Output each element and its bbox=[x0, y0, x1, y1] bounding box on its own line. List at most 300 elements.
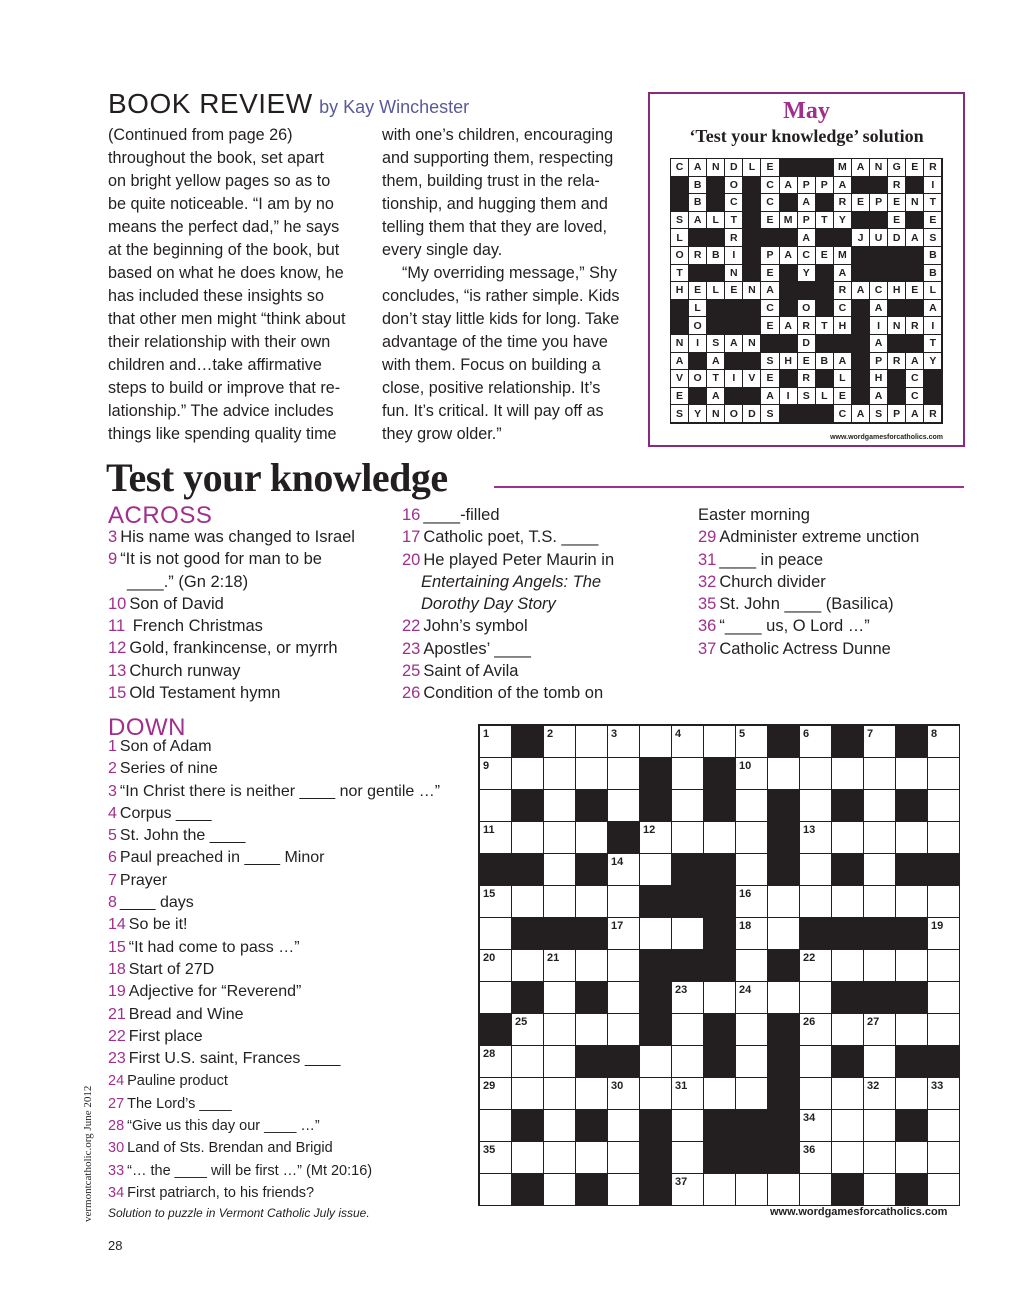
crossword-black-cell bbox=[640, 1142, 672, 1174]
crossword-cell[interactable] bbox=[800, 886, 832, 918]
crossword-cell[interactable] bbox=[544, 1078, 576, 1110]
solution-cell: A bbox=[761, 282, 779, 300]
crossword-cell[interactable] bbox=[736, 1046, 768, 1078]
solution-cell bbox=[725, 353, 743, 371]
solution-cell: H bbox=[888, 282, 906, 300]
crossword-cell[interactable] bbox=[768, 886, 800, 918]
crossword-cell[interactable] bbox=[576, 1142, 608, 1174]
crossword-cell[interactable] bbox=[672, 1110, 704, 1142]
cell-number: 6 bbox=[803, 728, 810, 740]
solution-cell: N bbox=[743, 335, 761, 353]
solution-cell: H bbox=[834, 317, 852, 335]
crossword-cell[interactable] bbox=[704, 1174, 736, 1206]
clue-number: 36 bbox=[698, 617, 717, 636]
solution-cell bbox=[870, 247, 888, 265]
crossword-cell[interactable] bbox=[800, 982, 832, 1014]
solution-cell: P bbox=[798, 212, 816, 230]
crossword-cell[interactable] bbox=[864, 1014, 896, 1046]
review-line: things like spending quality time bbox=[108, 425, 337, 443]
crossword-cell[interactable] bbox=[864, 1110, 896, 1142]
review-column-1 bbox=[108, 124, 346, 446]
clue-text: Paul preached in ____ Minor bbox=[119, 849, 325, 867]
crossword-cell[interactable] bbox=[864, 1142, 896, 1174]
clue-number: 6 bbox=[108, 849, 117, 867]
crossword-cell[interactable] bbox=[512, 1078, 544, 1110]
crossword-black-cell bbox=[640, 1174, 672, 1206]
crossword-cell[interactable] bbox=[896, 950, 928, 982]
crossword-black-cell bbox=[672, 950, 704, 982]
cell-number: 27 bbox=[867, 1016, 880, 1028]
crossword-cell[interactable] bbox=[608, 1174, 640, 1206]
review-line: and supporting them, respecting bbox=[382, 149, 614, 167]
solution-cell: P bbox=[888, 405, 906, 423]
crossword-cell[interactable] bbox=[480, 758, 512, 790]
solution-cell bbox=[689, 388, 707, 406]
clue-text: Son of David bbox=[129, 594, 224, 613]
solution-cell: E bbox=[906, 159, 924, 177]
crossword-cell[interactable] bbox=[864, 854, 896, 886]
crossword-cell[interactable] bbox=[640, 854, 672, 886]
cell-number: 37 bbox=[675, 1176, 688, 1188]
solution-cell: B bbox=[924, 265, 942, 283]
crossword-black-cell bbox=[576, 1110, 608, 1142]
solution-cell: L bbox=[743, 159, 761, 177]
crossword-cell[interactable] bbox=[832, 950, 864, 982]
crossword-cell[interactable] bbox=[864, 1078, 896, 1110]
crossword-cell[interactable] bbox=[608, 950, 640, 982]
clue-item bbox=[402, 615, 614, 637]
clue-item bbox=[698, 638, 919, 660]
clue-number: 21 bbox=[108, 1005, 126, 1023]
solution-cell: V bbox=[743, 370, 761, 388]
crossword-cell[interactable] bbox=[544, 1174, 576, 1206]
solution-cell bbox=[743, 388, 761, 406]
solution-cell: A bbox=[834, 177, 852, 195]
solution-cell bbox=[798, 159, 816, 177]
crossword-cell[interactable] bbox=[544, 790, 576, 822]
cell-number: 5 bbox=[739, 728, 746, 740]
crossword-cell[interactable] bbox=[544, 758, 576, 790]
side-text: vermontcatholic.org June 2012 bbox=[82, 1085, 94, 1222]
crossword-cell[interactable] bbox=[576, 758, 608, 790]
clue-number: 17 bbox=[402, 528, 421, 547]
crossword-cell[interactable] bbox=[672, 1046, 704, 1078]
crossword-cell[interactable] bbox=[864, 1174, 896, 1206]
crossword-cell[interactable] bbox=[736, 918, 768, 950]
crossword-black-cell bbox=[512, 854, 544, 886]
crossword-cell[interactable] bbox=[672, 1174, 704, 1206]
crossword-cell[interactable] bbox=[928, 982, 960, 1014]
crossword-cell[interactable] bbox=[736, 950, 768, 982]
crossword-cell[interactable] bbox=[640, 726, 672, 758]
crossword-cell[interactable] bbox=[800, 726, 832, 758]
clue-item bbox=[402, 638, 614, 660]
review-line: based on what he does know, he bbox=[108, 264, 344, 282]
solution-cell bbox=[816, 282, 834, 300]
crossword-cell[interactable] bbox=[928, 1142, 960, 1174]
solution-cell bbox=[906, 247, 924, 265]
clue-number: 12 bbox=[108, 639, 127, 658]
crossword-cell[interactable] bbox=[768, 982, 800, 1014]
crossword-cell[interactable] bbox=[800, 1078, 832, 1110]
crossword-cell[interactable] bbox=[864, 886, 896, 918]
crossword-cell[interactable] bbox=[608, 982, 640, 1014]
review-heading: BOOK REVIEW bbox=[108, 88, 313, 119]
crossword-cell[interactable] bbox=[576, 1014, 608, 1046]
solution-cell: M bbox=[834, 159, 852, 177]
crossword-black-cell bbox=[704, 1142, 736, 1174]
crossword-cell[interactable] bbox=[736, 822, 768, 854]
crossword-cell[interactable] bbox=[832, 1078, 864, 1110]
clue-number: 3 bbox=[108, 528, 118, 546]
review-line: lationship.” The advice includes bbox=[108, 402, 334, 420]
crossword-cell[interactable] bbox=[800, 950, 832, 982]
crossword-cell[interactable] bbox=[864, 950, 896, 982]
cell-number: 1 bbox=[483, 728, 490, 740]
clue-item bbox=[698, 571, 919, 593]
crossword-black-cell bbox=[576, 1174, 608, 1206]
crossword-cell[interactable] bbox=[736, 726, 768, 758]
solution-cell bbox=[834, 229, 852, 247]
crossword-cell[interactable] bbox=[768, 758, 800, 790]
crossword-cell[interactable] bbox=[640, 822, 672, 854]
solution-cell: A bbox=[707, 388, 725, 406]
crossword-cell[interactable] bbox=[608, 1142, 640, 1174]
crossword-black-cell bbox=[896, 982, 928, 1014]
clue-number: 23 bbox=[402, 639, 421, 658]
crossword-cell[interactable] bbox=[832, 1142, 864, 1174]
clue-text: ____ days bbox=[119, 894, 194, 912]
clue-item bbox=[108, 870, 440, 892]
crossword-cell[interactable] bbox=[480, 1110, 512, 1142]
crossword-cell[interactable] bbox=[672, 822, 704, 854]
solution-cell: E bbox=[761, 370, 779, 388]
crossword-black-cell bbox=[704, 854, 736, 886]
clue-item bbox=[108, 1137, 440, 1159]
crossword-black-cell bbox=[512, 918, 544, 950]
crossword-cell[interactable] bbox=[480, 1174, 512, 1206]
crossword-cell[interactable] bbox=[512, 758, 544, 790]
solution-cell bbox=[707, 194, 725, 212]
crossword-cell[interactable] bbox=[608, 790, 640, 822]
solution-cell bbox=[743, 229, 761, 247]
crossword-cell[interactable] bbox=[672, 726, 704, 758]
clue-item bbox=[108, 1070, 440, 1092]
crossword-cell[interactable] bbox=[672, 1142, 704, 1174]
crossword-cell[interactable] bbox=[928, 1078, 960, 1110]
crossword-cell[interactable] bbox=[896, 1078, 928, 1110]
crossword-cell[interactable] bbox=[800, 854, 832, 886]
crossword-cell[interactable] bbox=[736, 790, 768, 822]
crossword-cell[interactable] bbox=[928, 886, 960, 918]
crossword-cell[interactable] bbox=[736, 886, 768, 918]
crossword-cell[interactable] bbox=[832, 886, 864, 918]
crossword-cell[interactable] bbox=[640, 1078, 672, 1110]
clue-text: He played Peter Maurin in bbox=[423, 550, 615, 569]
cell-number: 16 bbox=[739, 888, 752, 900]
solution-cell: O bbox=[689, 317, 707, 335]
crossword-cell[interactable] bbox=[544, 982, 576, 1014]
solution-cell bbox=[761, 229, 779, 247]
solution-cell bbox=[852, 335, 870, 353]
crossword-cell[interactable] bbox=[928, 918, 960, 950]
crossword-cell[interactable] bbox=[576, 822, 608, 854]
crossword-cell[interactable] bbox=[480, 822, 512, 854]
crossword-cell[interactable] bbox=[480, 1142, 512, 1174]
crossword-cell[interactable] bbox=[512, 1046, 544, 1078]
crossword-cell[interactable] bbox=[672, 982, 704, 1014]
crossword-cell[interactable] bbox=[736, 854, 768, 886]
crossword-cell[interactable] bbox=[608, 1110, 640, 1142]
solution-cell: S bbox=[798, 388, 816, 406]
crossword-cell[interactable] bbox=[672, 1078, 704, 1110]
solution-cell bbox=[707, 229, 725, 247]
crossword-cell[interactable] bbox=[544, 726, 576, 758]
page-number: 28 bbox=[108, 1238, 123, 1253]
crossword-black-cell bbox=[832, 854, 864, 886]
clue-number: 2 bbox=[108, 760, 117, 778]
review-line: (Continued from page 26) bbox=[108, 126, 293, 144]
solution-cell bbox=[816, 159, 834, 177]
clue-text: Gold, frankincense, or myrrh bbox=[129, 639, 338, 658]
crossword-cell[interactable] bbox=[928, 758, 960, 790]
solution-cell bbox=[834, 335, 852, 353]
crossword-cell[interactable] bbox=[736, 758, 768, 790]
crossword-cell[interactable] bbox=[800, 822, 832, 854]
clue-number: 20 bbox=[402, 550, 421, 569]
crossword-cell[interactable] bbox=[704, 822, 736, 854]
solution-cell bbox=[906, 265, 924, 283]
crossword-cell[interactable] bbox=[896, 886, 928, 918]
crossword-cell[interactable] bbox=[928, 1174, 960, 1206]
crossword-cell[interactable] bbox=[800, 790, 832, 822]
clue-number: 11 bbox=[108, 617, 126, 636]
cell-number: 22 bbox=[803, 952, 816, 964]
crossword-cell[interactable] bbox=[800, 1174, 832, 1206]
crossword-cell[interactable] bbox=[800, 1014, 832, 1046]
crossword-cell[interactable] bbox=[544, 822, 576, 854]
crossword-cell[interactable] bbox=[512, 950, 544, 982]
solution-cell: V bbox=[671, 370, 689, 388]
solution-cell: A bbox=[834, 353, 852, 371]
solution-cell bbox=[671, 317, 689, 335]
crossword-cell[interactable] bbox=[480, 790, 512, 822]
crossword-cell[interactable] bbox=[896, 822, 928, 854]
clue-item bbox=[108, 593, 355, 615]
crossword-cell[interactable] bbox=[576, 1078, 608, 1110]
crossword-cell[interactable] bbox=[864, 1046, 896, 1078]
crossword-cell[interactable] bbox=[576, 726, 608, 758]
crossword-cell[interactable] bbox=[768, 918, 800, 950]
crossword-cell[interactable] bbox=[608, 854, 640, 886]
crossword-cell[interactable] bbox=[608, 1078, 640, 1110]
review-line: on bright yellow pages so as to bbox=[108, 172, 331, 190]
crossword-cell[interactable] bbox=[800, 1110, 832, 1142]
solution-cell: L bbox=[924, 282, 942, 300]
crossword-cell[interactable] bbox=[832, 1014, 864, 1046]
solution-cell: O bbox=[671, 247, 689, 265]
solution-cell: T bbox=[924, 335, 942, 353]
solution-cell: R bbox=[906, 317, 924, 335]
solution-cell: M bbox=[780, 212, 798, 230]
cell-number: 19 bbox=[931, 920, 944, 932]
review-line: don’t stay little kids for long. Take bbox=[382, 310, 620, 328]
clue-text: John’s symbol bbox=[423, 617, 528, 636]
solution-note: Solution to puzzle in Vermont Catholic July issue. bbox=[108, 1206, 370, 1220]
crossword-cell[interactable] bbox=[480, 1078, 512, 1110]
crossword-cell[interactable] bbox=[544, 886, 576, 918]
crossword-black-cell bbox=[640, 1110, 672, 1142]
solution-cell: C bbox=[870, 282, 888, 300]
crossword-cell[interactable] bbox=[544, 1046, 576, 1078]
solution-cell bbox=[924, 370, 942, 388]
solution-cell: R bbox=[888, 353, 906, 371]
solution-cell: N bbox=[888, 317, 906, 335]
crossword-cell[interactable] bbox=[512, 1142, 544, 1174]
solution-cell: N bbox=[671, 335, 689, 353]
crossword-cell[interactable] bbox=[928, 1014, 960, 1046]
crossword-black-cell bbox=[672, 854, 704, 886]
solution-cell: S bbox=[761, 353, 779, 371]
solution-cell: C bbox=[834, 405, 852, 423]
crossword-cell[interactable] bbox=[512, 1014, 544, 1046]
crossword-cell[interactable] bbox=[544, 950, 576, 982]
solution-cell: P bbox=[761, 247, 779, 265]
crossword-cell[interactable] bbox=[928, 822, 960, 854]
solution-cell: N bbox=[707, 159, 725, 177]
crossword-cell[interactable] bbox=[576, 886, 608, 918]
solution-cell bbox=[689, 353, 707, 371]
crossword-cell[interactable] bbox=[768, 1174, 800, 1206]
solution-cell: S bbox=[671, 212, 689, 230]
crossword-cell[interactable] bbox=[736, 1078, 768, 1110]
clue-number: 32 bbox=[698, 572, 717, 591]
solution-cell: O bbox=[689, 370, 707, 388]
crossword-cell[interactable] bbox=[544, 1142, 576, 1174]
clue-text: Land of Sts. Brendan and Brigid bbox=[127, 1140, 333, 1157]
crossword-cell[interactable] bbox=[800, 1046, 832, 1078]
solution-cell bbox=[924, 388, 942, 406]
solution-cell: A bbox=[852, 405, 870, 423]
crossword-cell[interactable] bbox=[672, 790, 704, 822]
crossword-cell[interactable] bbox=[544, 1110, 576, 1142]
solution-cell: E bbox=[816, 247, 834, 265]
crossword-cell[interactable] bbox=[512, 822, 544, 854]
clue-text: ____.” (Gn 2:18) bbox=[127, 572, 249, 591]
crossword-cell[interactable] bbox=[704, 982, 736, 1014]
crossword-cell[interactable] bbox=[608, 918, 640, 950]
crossword-cell[interactable] bbox=[736, 1174, 768, 1206]
solution-cell: C bbox=[834, 300, 852, 318]
clue-item bbox=[108, 1048, 440, 1070]
crossword-cell[interactable] bbox=[896, 758, 928, 790]
clue-text: “Give us this day our ____ …” bbox=[127, 1118, 320, 1135]
crossword-cell[interactable] bbox=[480, 886, 512, 918]
crossword-cell[interactable] bbox=[480, 982, 512, 1014]
crossword-cell[interactable] bbox=[672, 1014, 704, 1046]
crossword-black-cell bbox=[896, 1046, 928, 1078]
crossword-cell[interactable] bbox=[704, 726, 736, 758]
crossword-cell[interactable] bbox=[608, 886, 640, 918]
crossword-cell[interactable] bbox=[896, 1142, 928, 1174]
crossword-cell[interactable] bbox=[608, 758, 640, 790]
clue-number: 31 bbox=[698, 550, 717, 569]
crossword-cell[interactable] bbox=[672, 758, 704, 790]
clue-text: Saint of Avila bbox=[423, 662, 519, 681]
crossword-cell[interactable] bbox=[544, 854, 576, 886]
crossword-black-cell bbox=[704, 1014, 736, 1046]
solution-cell bbox=[888, 265, 906, 283]
clue-number: 8 bbox=[108, 894, 117, 912]
crossword-cell[interactable] bbox=[832, 1110, 864, 1142]
crossword-cell[interactable] bbox=[736, 982, 768, 1014]
crossword-cell[interactable] bbox=[928, 790, 960, 822]
cell-number: 8 bbox=[931, 728, 938, 740]
crossword-black-cell bbox=[576, 854, 608, 886]
solution-cell: J bbox=[852, 229, 870, 247]
crossword-cell[interactable] bbox=[864, 790, 896, 822]
crossword-black-cell bbox=[832, 918, 864, 950]
solution-cell: D bbox=[725, 159, 743, 177]
crossword-cell[interactable] bbox=[864, 726, 896, 758]
solution-cell bbox=[707, 177, 725, 195]
crossword-cell[interactable] bbox=[640, 918, 672, 950]
crossword-black-cell bbox=[704, 886, 736, 918]
clue-text: “In Christ there is neither ____ nor gentile …” bbox=[119, 782, 441, 800]
solution-cell bbox=[852, 370, 870, 388]
crossword-cell[interactable] bbox=[928, 726, 960, 758]
crossword-cell[interactable] bbox=[800, 1142, 832, 1174]
solution-month: May bbox=[783, 98, 830, 124]
cell-number: 13 bbox=[803, 824, 816, 836]
crossword-cell[interactable] bbox=[864, 758, 896, 790]
crossword-cell[interactable] bbox=[928, 1110, 960, 1142]
cell-number: 3 bbox=[611, 728, 618, 740]
cell-number: 7 bbox=[867, 728, 874, 740]
clue-text: Church divider bbox=[719, 572, 826, 591]
solution-cell: E bbox=[761, 265, 779, 283]
crossword-black-cell bbox=[928, 1046, 960, 1078]
crossword-cell[interactable] bbox=[608, 1014, 640, 1046]
crossword-cell[interactable] bbox=[800, 758, 832, 790]
crossword-cell[interactable] bbox=[576, 950, 608, 982]
review-byline: by Kay Winchester bbox=[319, 97, 470, 117]
crossword-cell[interactable] bbox=[896, 1014, 928, 1046]
crossword-black-cell bbox=[768, 822, 800, 854]
crossword-black-cell bbox=[640, 982, 672, 1014]
crossword-cell[interactable] bbox=[832, 822, 864, 854]
solution-cell: A bbox=[870, 300, 888, 318]
clue-number: 25 bbox=[402, 662, 421, 681]
crossword-cell[interactable] bbox=[736, 1014, 768, 1046]
crossword-cell[interactable] bbox=[480, 950, 512, 982]
crossword-cell[interactable] bbox=[480, 726, 512, 758]
crossword-cell[interactable] bbox=[864, 822, 896, 854]
review-line: “My overriding message,” Shy bbox=[402, 264, 618, 282]
crossword-cell[interactable] bbox=[704, 1078, 736, 1110]
clue-number: 37 bbox=[698, 639, 717, 658]
crossword-cell[interactable] bbox=[608, 726, 640, 758]
crossword-cell[interactable] bbox=[512, 886, 544, 918]
crossword-cell[interactable] bbox=[832, 758, 864, 790]
crossword-cell[interactable] bbox=[544, 1014, 576, 1046]
crossword-cell[interactable] bbox=[640, 1046, 672, 1078]
crossword-cell[interactable] bbox=[928, 950, 960, 982]
crossword-cell[interactable] bbox=[672, 918, 704, 950]
crossword-black-cell bbox=[608, 1046, 640, 1078]
crossword-cell[interactable] bbox=[480, 1046, 512, 1078]
crossword-cell[interactable] bbox=[480, 918, 512, 950]
